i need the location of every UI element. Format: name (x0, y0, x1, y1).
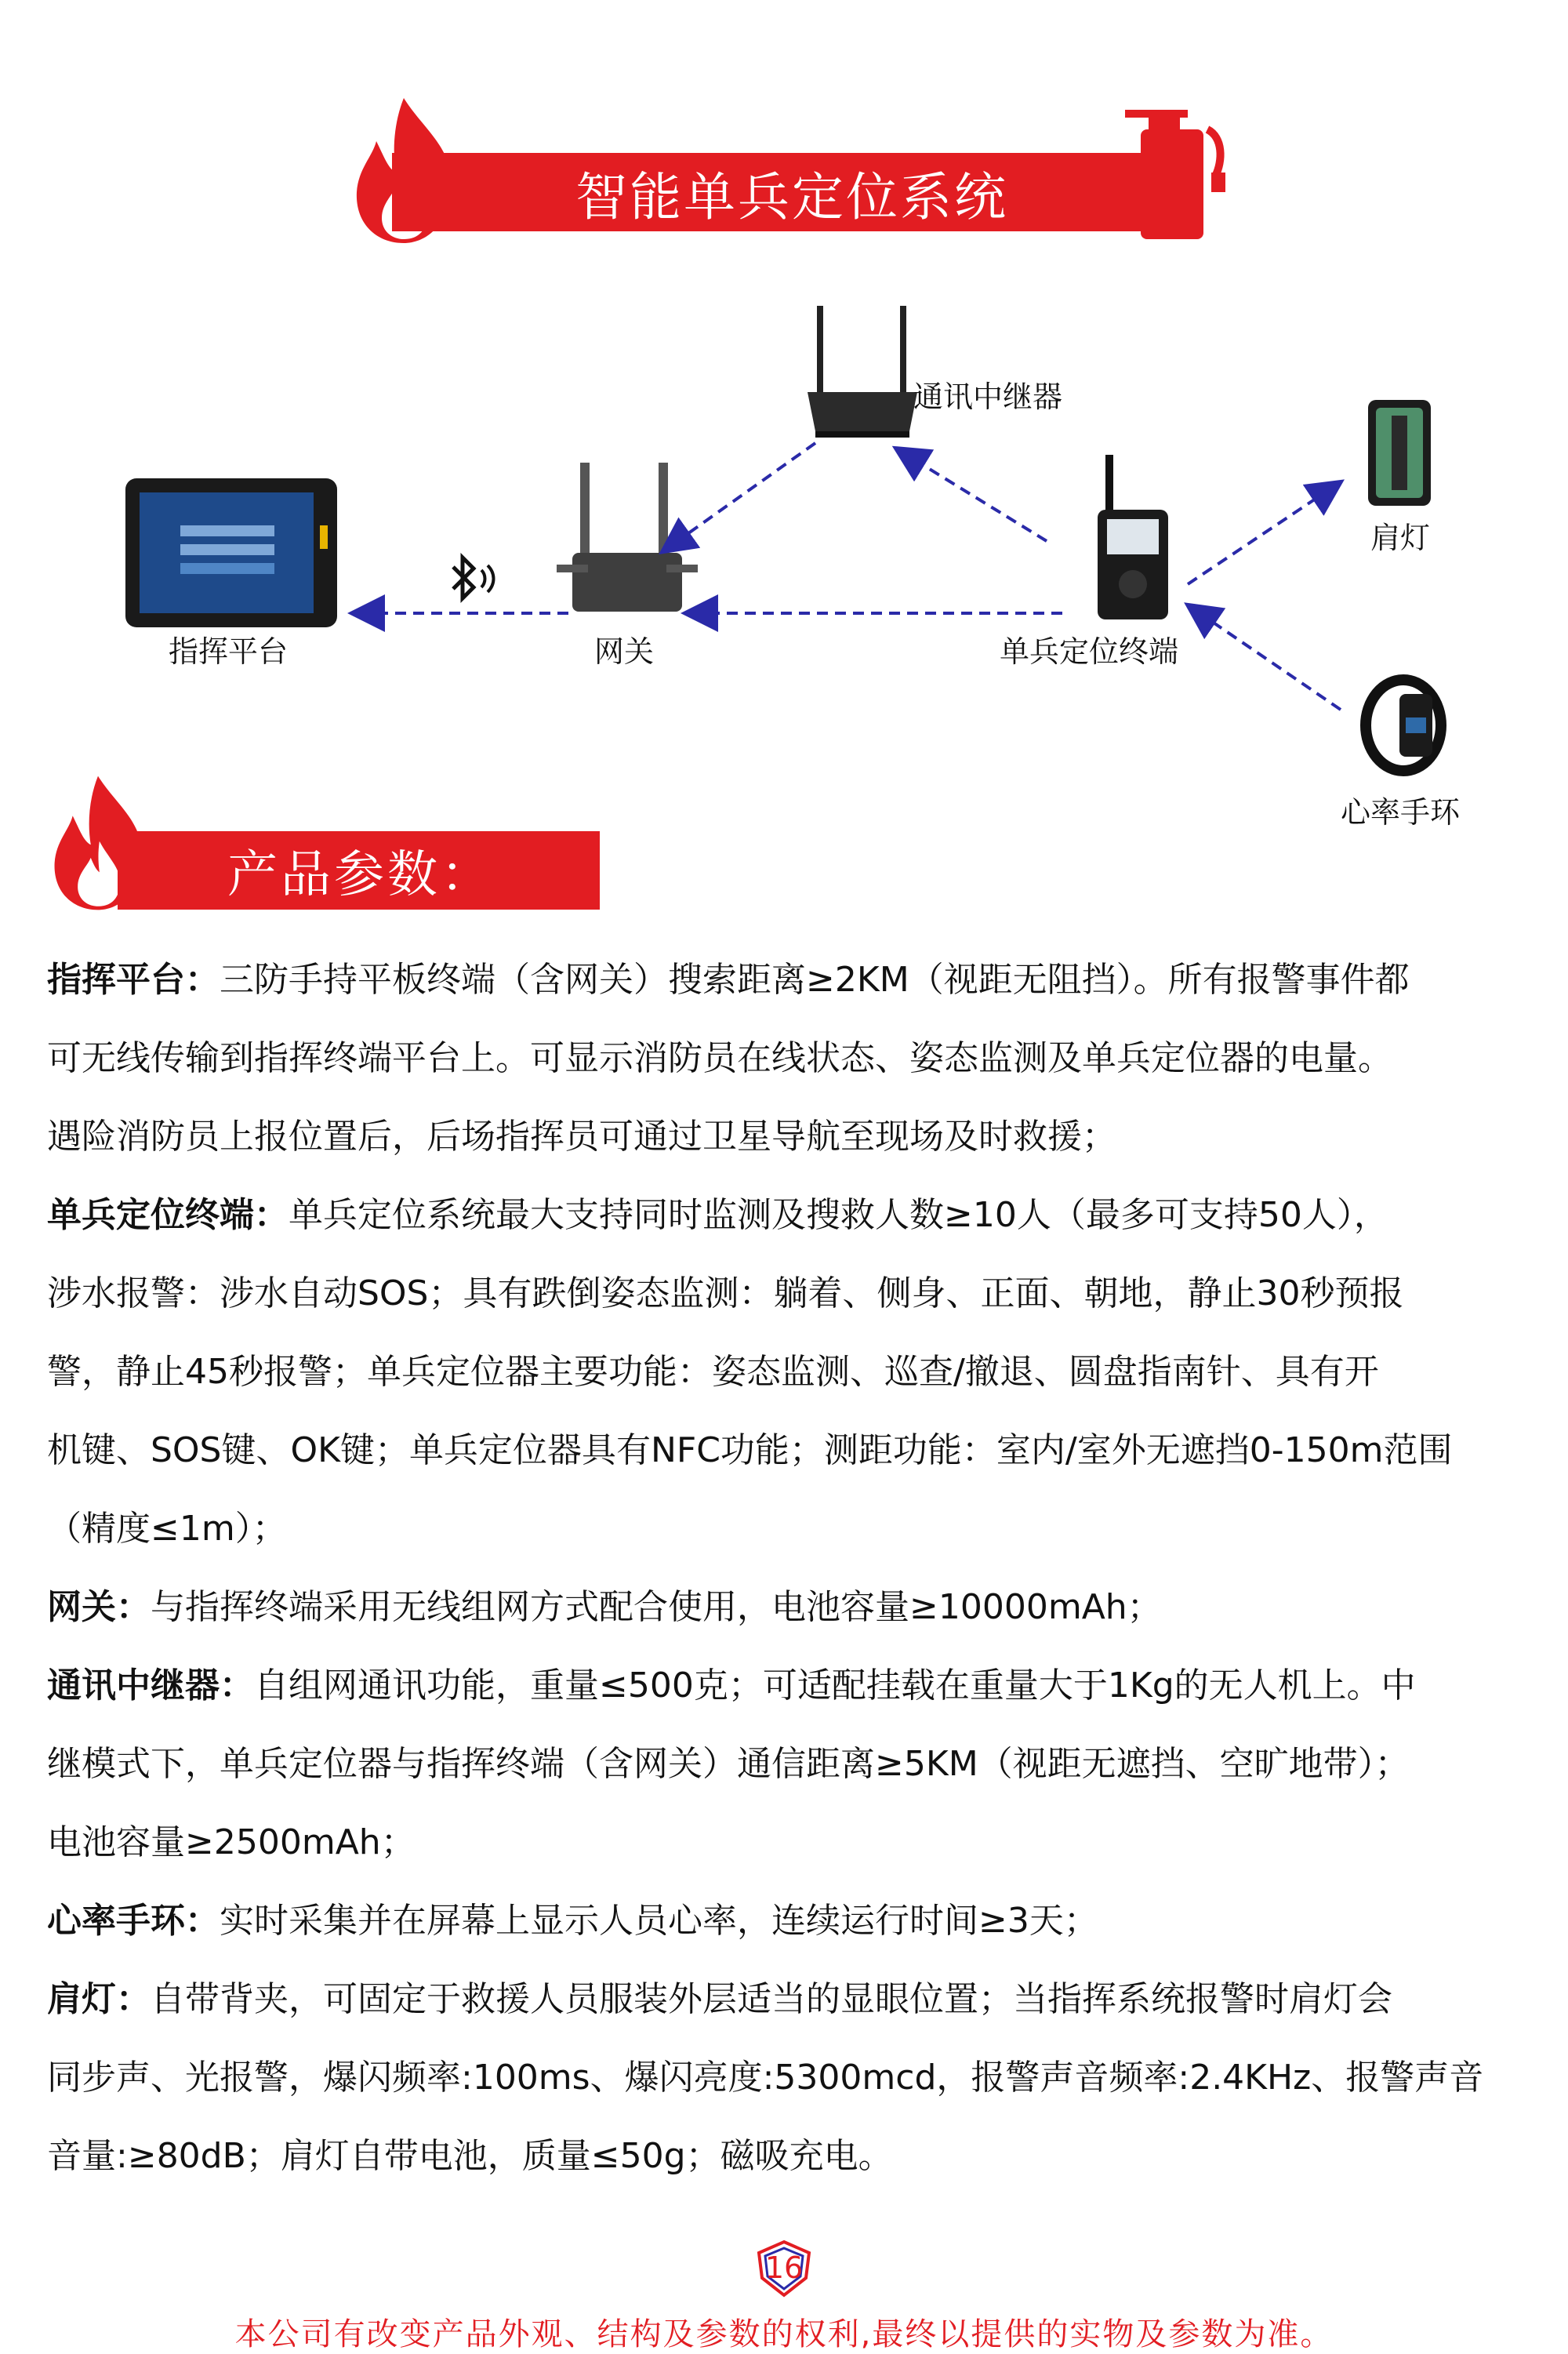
param-heart-band (47, 1882, 1544, 1960)
param-line: 可无线传输到指挥终端平台上。可显示消防员在线状态、姿态监测及单兵定位器的电量。 (47, 1038, 1392, 1078)
param-label: 单兵定位终端： (47, 1195, 289, 1235)
param-line: 同步声、光报警，爆闪频率:100ms、爆闪亮度:5300mcd，报警声音频率:2.4KHz、报警声音 (47, 2058, 1484, 2098)
param-line: 警，静止45秒报警；单兵定位器主要功能：姿态监测、巡查/撤退、圆盘指南针、具有开 (47, 1352, 1379, 1392)
param-line: 音量:≥80dB；肩灯自带电池，质量≤50g；磁吸充电。 (47, 2136, 893, 2176)
param-label: 肩灯： (47, 1979, 151, 2019)
section-title: 产品参数： (227, 846, 494, 904)
param-label: 指挥平台： (47, 960, 220, 1000)
param-label: 心率手环： (47, 1901, 220, 1941)
param-line: 涉水报警：涉水自动SOS；具有跌倒姿态监测：躺着、侧身、正面、朝地，静止30秒预报 (47, 1273, 1404, 1313)
param-line: 指挥平台：三防手持平板终端（含网关）搜索距离≥2KM（视距无阻挡）。所有报警事件都 (47, 960, 1410, 1000)
param-platform (47, 941, 1544, 1176)
param-label: 网关： (47, 1587, 151, 1627)
footer-notice: 本公司有改变产品外观、结构及参数的权利,最终以提供的实物及参数为准。 (234, 2316, 1334, 2352)
param-label: 通讯中继器： (47, 1666, 254, 1706)
param-line: （精度≤1m）； (47, 1509, 287, 1549)
arrow-terminal-to-relay (900, 451, 1047, 541)
terminal-label: 单兵定位终端 (1000, 634, 1179, 669)
param-line: 电池容量≥2500mAh； (47, 1822, 416, 1862)
param-gateway (47, 1568, 1544, 1647)
param-line: 通讯中继器：自组网通讯功能，重量≤500克；可适配挂载在重量大于1Kg的无人机上。中 (47, 1666, 1416, 1706)
arrow-heart-band-to-terminal (1192, 608, 1341, 710)
page-number: 16 (764, 2250, 804, 2285)
gateway-label: 网关 (594, 634, 655, 669)
page-title: 智能单兵定位系统 (575, 166, 1008, 227)
arrow-relay-to-gateway (666, 443, 815, 549)
param-terminal (47, 1176, 1544, 1568)
param-line: 肩灯：自带背夹，可固定于救援人员服装外层适当的显眼位置；当指挥系统报警时肩灯会 (47, 1979, 1392, 2019)
section-banner (118, 831, 600, 910)
relay-label: 通讯中继器 (913, 380, 1063, 414)
param-relay (47, 1647, 1544, 1882)
connection-arrows (0, 0, 1568, 863)
param-line: 网关：与指挥终端采用无线组网方式配合使用，电池容量≥10000mAh； (47, 1587, 1162, 1627)
param-line: 继模式下，单兵定位器与指挥终端（含网关）通信距离≥5KM（视距无遮挡、空旷地带）； (47, 1744, 1410, 1784)
platform-label: 指挥平台 (169, 634, 289, 669)
arrow-terminal-to-shoulder-light (1188, 485, 1337, 584)
param-shoulder-light (47, 1960, 1544, 2196)
param-line: 遇险消防员上报位置后，后场指挥员可通过卫星导航至现场及时救援； (47, 1117, 1116, 1157)
shoulder-light-label: 肩灯 (1370, 521, 1431, 555)
param-line: 心率手环：实时采集并在屏幕上显示人员心率，连续运行时间≥3天； (47, 1901, 1098, 1941)
param-line: 机键、SOS键、OK键；单兵定位器具有NFC功能；测距功能：室内/室外无遮挡0-150m范围 (47, 1430, 1453, 1470)
param-line: 单兵定位终端：单兵定位系统最大支持同时监测及搜救人数≥10人（最多可支持50人）， (47, 1195, 1388, 1235)
heart-band-label: 心率手环 (1341, 795, 1461, 830)
